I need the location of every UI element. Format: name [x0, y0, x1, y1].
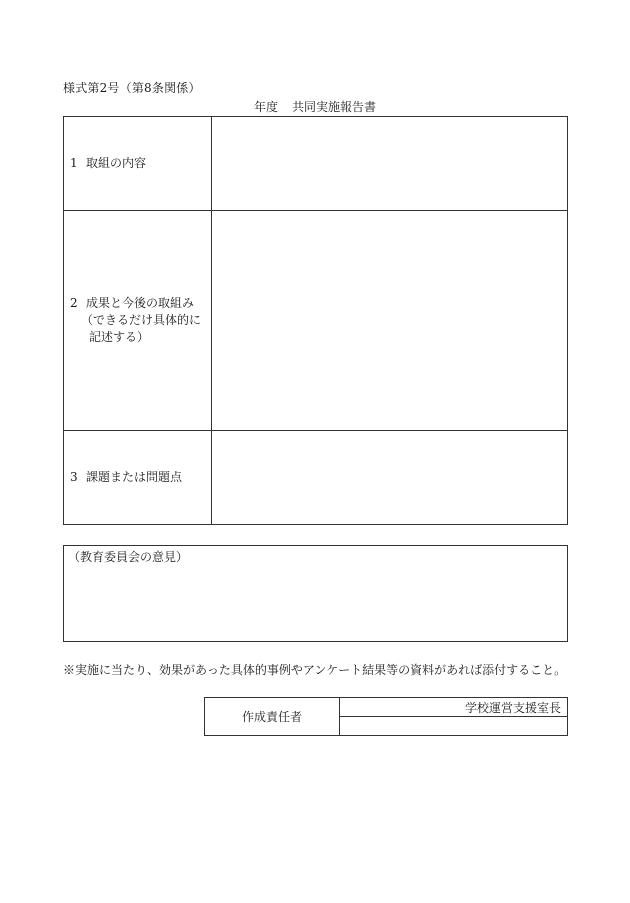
report-table	[63, 116, 568, 525]
signature-title: 学校運営支援室長	[340, 698, 568, 717]
table-row	[64, 117, 568, 211]
row-label-text: 成果と今後の取組み	[86, 296, 195, 310]
title-main: 共同実施報告書	[292, 100, 377, 114]
attachment-note: ※実施に当たり、効果があった具体的事例やアンケート結果等の資料があれば添付すること。	[63, 663, 567, 677]
signature-name-field[interactable]	[340, 717, 568, 736]
document-title	[0, 98, 630, 115]
row-label	[64, 431, 212, 525]
row-label-text: 取組の内容	[86, 156, 147, 170]
row-label-sub: 記述する）	[89, 330, 150, 344]
form-number: 様式第2号（第8条関係）	[63, 81, 201, 95]
opinion-box[interactable]	[63, 545, 568, 642]
title-year-prefix: 年度	[253, 100, 278, 114]
row-label	[64, 117, 212, 211]
row-number: 1	[70, 156, 78, 170]
row-label-text: 課題または問題点	[86, 470, 183, 484]
row-number: 2	[70, 296, 78, 310]
row-label-sub: （できるだけ具体的に	[81, 313, 202, 327]
signature-label: 作成責任者	[205, 698, 340, 736]
row-number: 3	[70, 470, 78, 484]
table-row	[64, 431, 568, 525]
signature-table	[204, 697, 568, 736]
opinion-label: （教育委員会の意見）	[68, 550, 189, 564]
content-cell-issues[interactable]	[212, 431, 568, 525]
row-label	[64, 211, 212, 431]
content-cell-activities[interactable]	[212, 117, 568, 211]
content-cell-results[interactable]	[212, 211, 568, 431]
table-row	[64, 211, 568, 431]
